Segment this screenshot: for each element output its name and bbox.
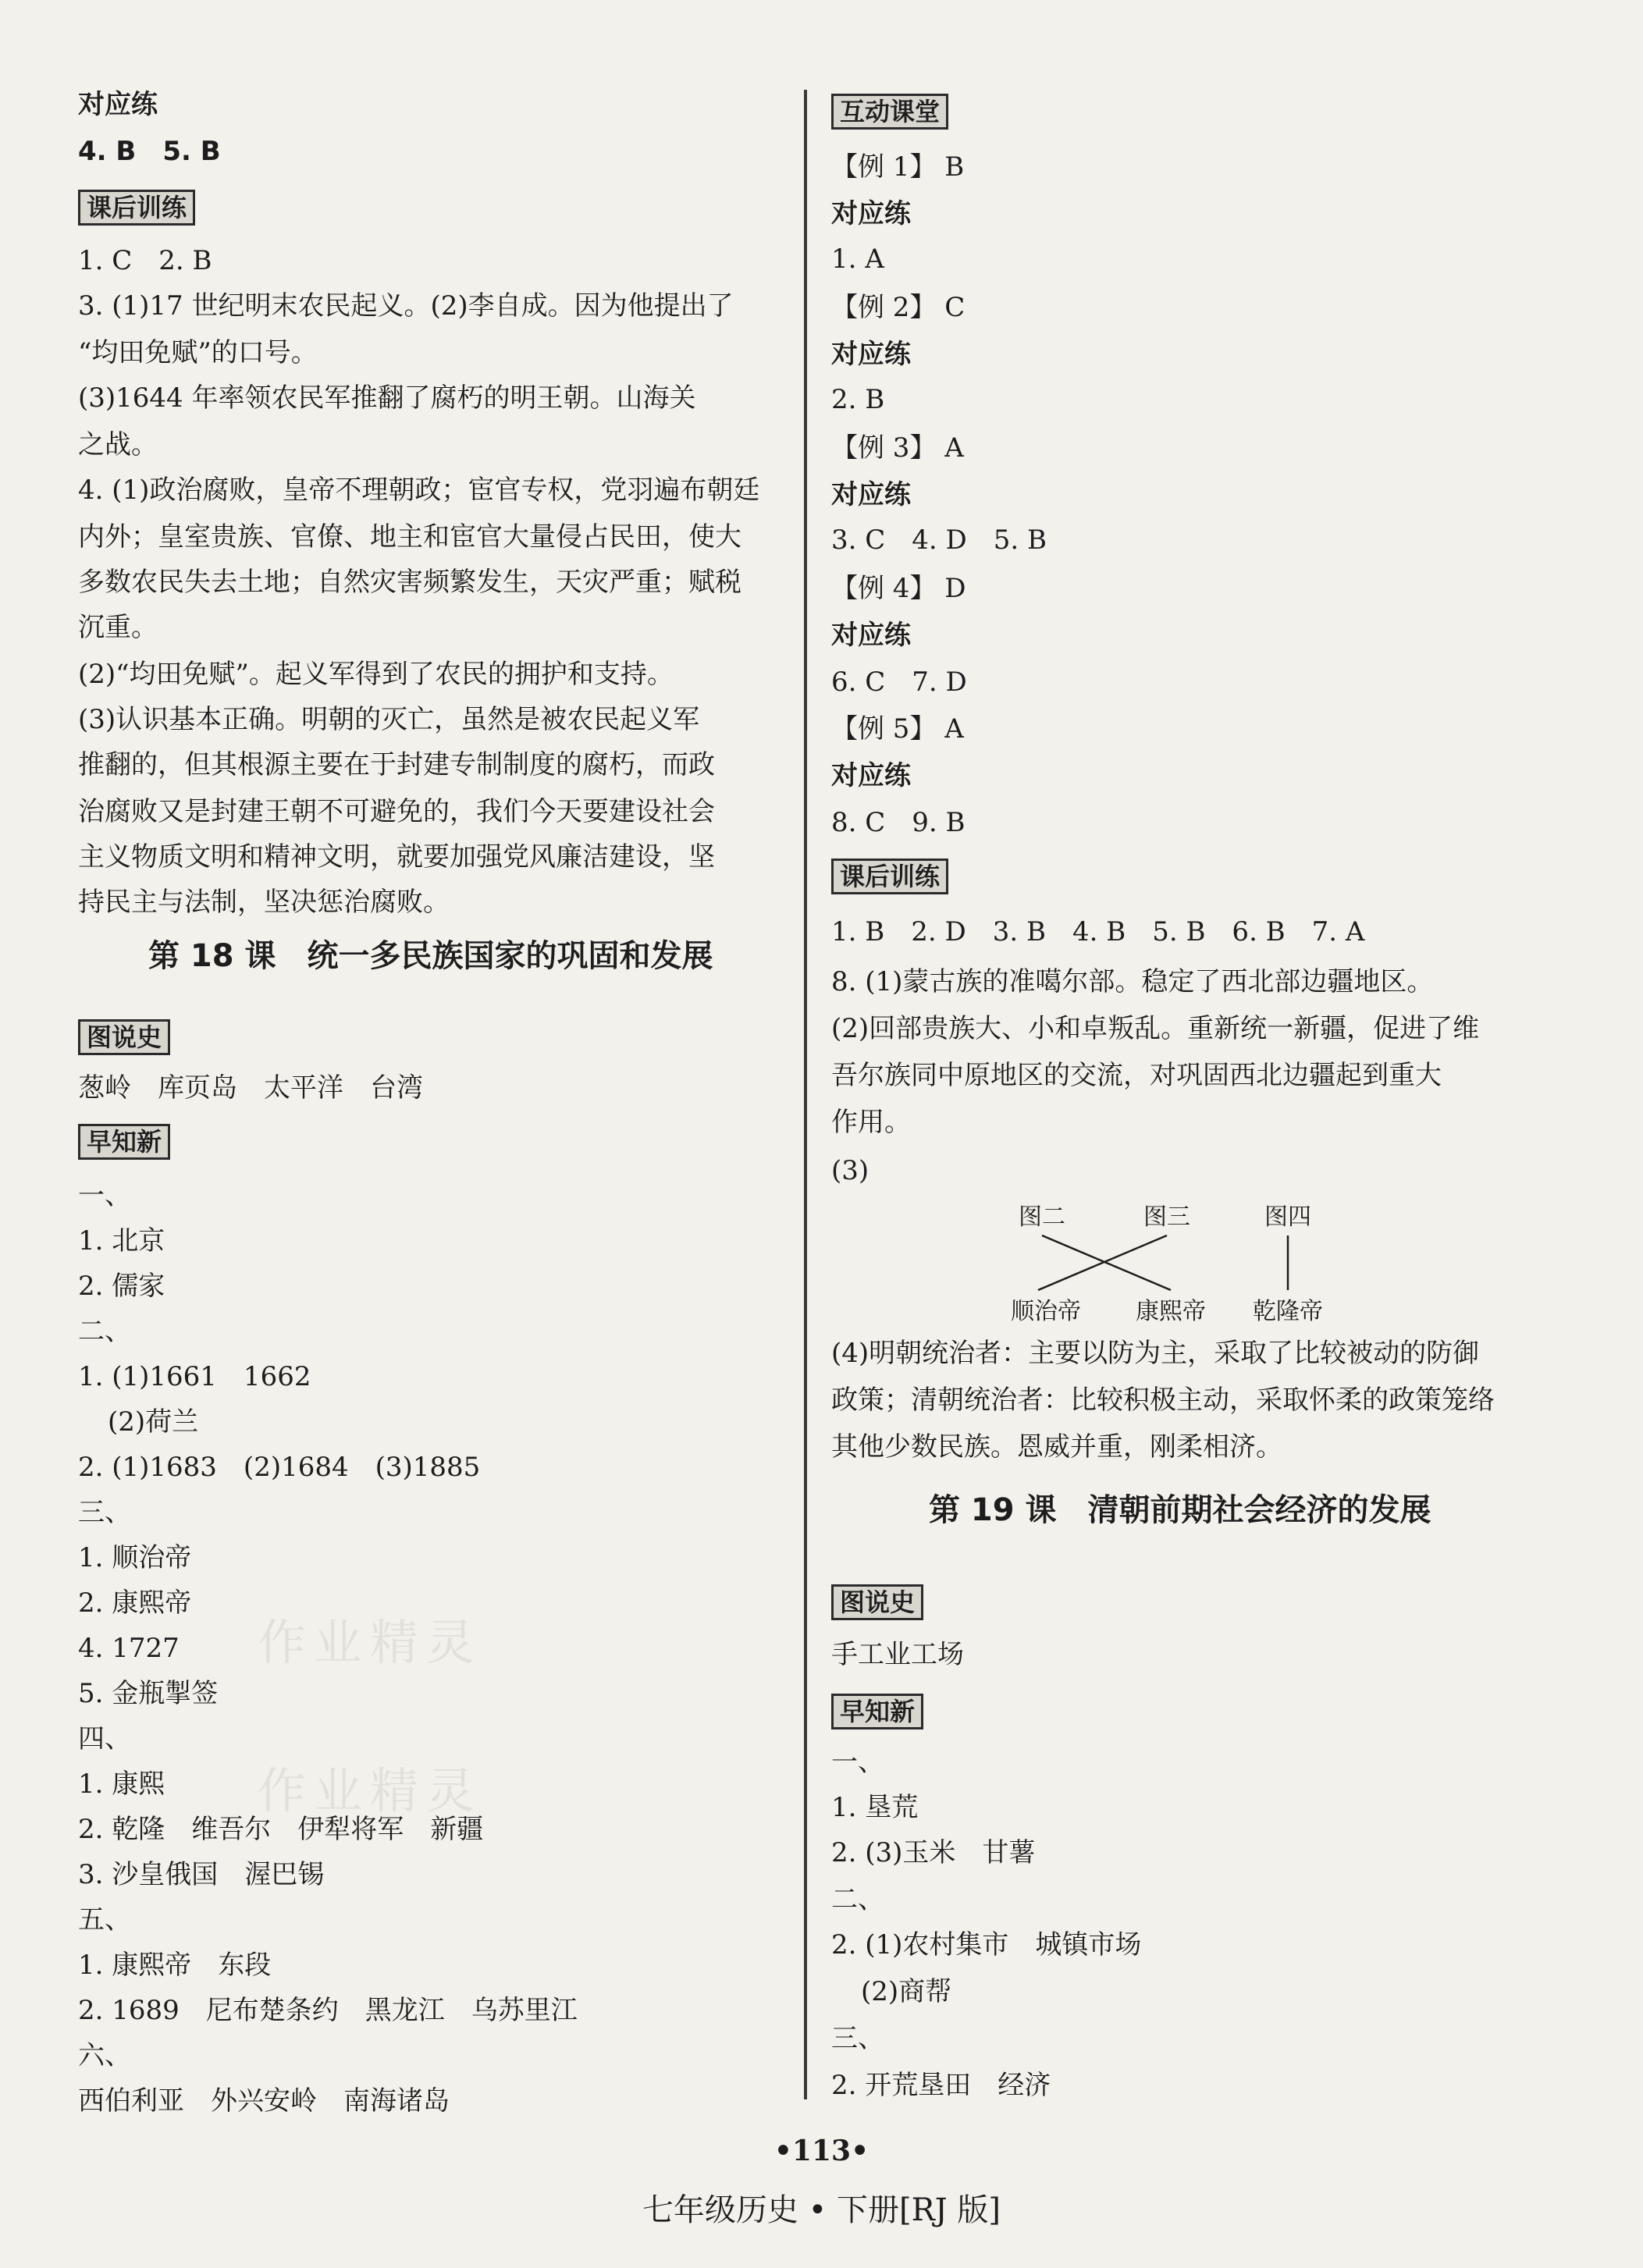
answer-line: 2. 开荒垦田 经济 [831, 2070, 1051, 2101]
diagram-label-shunzhi: 顺治帝 [1011, 1298, 1081, 1325]
section-tag-interactive: 互动课堂 [831, 94, 948, 130]
answer-line: 8. (1)蒙古族的准噶尔部。稳定了西北部边疆地区。 [831, 966, 1434, 997]
answer-line: 1. 康熙帝 东段 [78, 1950, 272, 1981]
answer-line: 2. 1689 尼布楚条约 黑龙江 乌苏里江 [78, 1995, 578, 2026]
answer-line: 1. 北京 [78, 1225, 165, 1257]
answer-line: 主义物质文明和精神文明，就要加强党风廉洁建设，坚 [78, 841, 715, 873]
practice-heading: 对应练 [831, 760, 911, 791]
answer-line: 作用。 [831, 1107, 911, 1138]
answer-line: 1. B 2. D 3. B 4. B 5. B 6. B 7. A [831, 916, 1365, 947]
diagram-line-fig2-kangxi [1042, 1235, 1171, 1290]
answer-line: 【例 5】 A [831, 713, 964, 745]
answer-line: 五、 [78, 1904, 131, 1936]
column-divider [804, 90, 807, 2099]
answer-line: 葱岭 库页岛 太平洋 台湾 [78, 1072, 423, 1104]
diagram-label-fig2: 图二 [1019, 1203, 1065, 1231]
answer-line: 二、 [831, 1884, 884, 1915]
section-tag-homework: 课后训练 [78, 190, 195, 226]
answer-line: 西伯利亚 外兴安岭 南海诸岛 [78, 2085, 450, 2117]
practice-heading: 对应练 [831, 620, 911, 651]
section-tag-preview: 早知新 [78, 1124, 170, 1160]
answer-line: 2. 康熙帝 [78, 1587, 192, 1619]
answer-line: 推翻的，但其根源主要在于封建专制制度的腐朽，而政 [78, 749, 715, 780]
section-tag-homework: 课后训练 [831, 858, 948, 894]
practice-heading: 对应练 [831, 339, 911, 370]
answer-line: 1. A [831, 244, 884, 275]
answer-line: 5. 金瓶掣签 [78, 1678, 219, 1709]
answer-line: 2. 儒家 [78, 1271, 165, 1302]
answer-line: (2)回部贵族大、小和卓叛乱。重新统一新疆，促进了维 [831, 1013, 1480, 1044]
answer-line: (3)认识基本正确。明朝的灭亡，虽然是被农民起义军 [78, 704, 700, 735]
answer-line: “均田免赋”的口号。 [78, 337, 318, 368]
section-tag-picture-history: 图说史 [831, 1584, 923, 1620]
practice-heading: 对应练 [78, 89, 158, 120]
answer-line: (4)明朝统治者：主要以防为主，采取了比较被动的防御 [831, 1338, 1480, 1369]
answer-line: 沉重。 [78, 612, 158, 643]
answer-line: 3. C 4. D 5. B [831, 524, 1047, 556]
answer-line: (3) [831, 1155, 870, 1186]
answer-line: 多数农民失去土地；自然灾害频繁发生，天灾严重；赋税 [78, 567, 741, 598]
section-tag-picture-history: 图说史 [78, 1019, 170, 1055]
answer-line: 4. (1)政治腐败，皇帝不理朝政；宦官专权，党羽遍布朝廷 [78, 475, 760, 506]
page-number: •113• [773, 2135, 870, 2167]
lesson-18-title: 第 18 课 统一多民族国家的巩固和发展 [148, 938, 713, 974]
answer-line: 其他少数民族。恩威并重，刚柔相济。 [831, 1431, 1282, 1463]
answer-line: 六、 [78, 2040, 131, 2071]
answer-line: 二、 [78, 1316, 131, 1347]
answer-line: 6. C 7. D [831, 667, 967, 698]
answer-line: 2. 乾隆 维吾尔 伊犁将军 新疆 [78, 1814, 484, 1845]
answer-line: 内外；皇室贵族、官僚、地主和宦官大量侵占民田，使大 [78, 521, 741, 553]
answer-line: 吾尔族同中原地区的交流，对巩固西北边疆起到重大 [831, 1060, 1442, 1091]
answer-line: 1. C 2. B [78, 245, 212, 276]
diagram-label-fig4: 图四 [1264, 1203, 1311, 1231]
answer-line: 3. 沙皇俄国 渥巴锡 [78, 1859, 325, 1890]
matching-diagram [1011, 1198, 1448, 1331]
answer-line: 1. 顺治帝 [78, 1542, 192, 1573]
answer-line: 治腐败又是封建王朝不可避免的，我们今天要建设社会 [78, 796, 715, 827]
diagram-label-qianlong: 乾隆帝 [1253, 1298, 1323, 1325]
answer-line: 8. C 9. B [831, 807, 966, 838]
answer-line: 四、 [78, 1723, 131, 1754]
answer-line: (2)“均田免赋”。起义军得到了农民的拥护和支持。 [78, 659, 674, 690]
answer-line: 2. (3)玉米 甘薯 [831, 1837, 1036, 1868]
answer-line: 手工业工场 [831, 1639, 964, 1670]
diagram-label-kangxi: 康熙帝 [1136, 1298, 1206, 1325]
answer-line: 1. (1)1661 1662 [78, 1361, 311, 1392]
answer-line: 【例 3】 A [831, 432, 964, 464]
answer-line: 政策；清朝统治者：比较积极主动，采取怀柔的政策笼络 [831, 1385, 1495, 1416]
answer-line: 三、 [831, 2023, 884, 2054]
answer-line: 【例 4】 D [831, 573, 966, 604]
section-tag-preview: 早知新 [831, 1694, 923, 1729]
answer-line: (2)商帮 [861, 1976, 952, 2007]
practice-heading: 对应练 [831, 479, 911, 510]
answer-line: 1. 垦荒 [831, 1792, 919, 1823]
answer-line: 一、 [831, 1747, 884, 1778]
book-info: 七年级历史 • 下册[RJ 版] [642, 2192, 1001, 2228]
answer-line: 三、 [78, 1497, 131, 1528]
answer-line: 2. B [831, 384, 885, 415]
practice-heading: 对应练 [831, 198, 911, 229]
answer-line: 【例 2】 C [831, 292, 966, 323]
answer-line: 2. (1)农村集市 城镇市场 [831, 1929, 1142, 1961]
watermark-2: 作业精灵 [258, 1762, 483, 1819]
answer-line: 之战。 [78, 429, 158, 460]
answer-line: 【例 1】 B [831, 151, 965, 183]
answer-line: 4. 1727 [78, 1633, 180, 1664]
diagram-label-fig3: 图三 [1143, 1203, 1190, 1231]
answer-line: 3. (1)17 世纪明末农民起义。(2)李自成。因为他提出了 [78, 290, 734, 322]
answer-line: 2. (1)1683 (2)1684 (3)1885 [78, 1452, 481, 1483]
answer-line: (2)荷兰 [108, 1406, 199, 1438]
answer-line: 4. B 5. B [78, 136, 221, 167]
answer-line: (3)1644 年率领农民军推翻了腐朽的明王朝。山海关 [78, 382, 696, 414]
diagram-line-fig3-shunzhi [1038, 1235, 1167, 1290]
watermark-1: 作业精灵 [258, 1614, 483, 1671]
lesson-19-title: 第 19 课 清朝前期社会经济的发展 [929, 1492, 1431, 1528]
answer-line: 持民主与法制，坚决惩治腐败。 [78, 887, 450, 918]
answer-line: 一、 [78, 1180, 131, 1211]
answer-line: 1. 康熙 [78, 1769, 165, 1800]
